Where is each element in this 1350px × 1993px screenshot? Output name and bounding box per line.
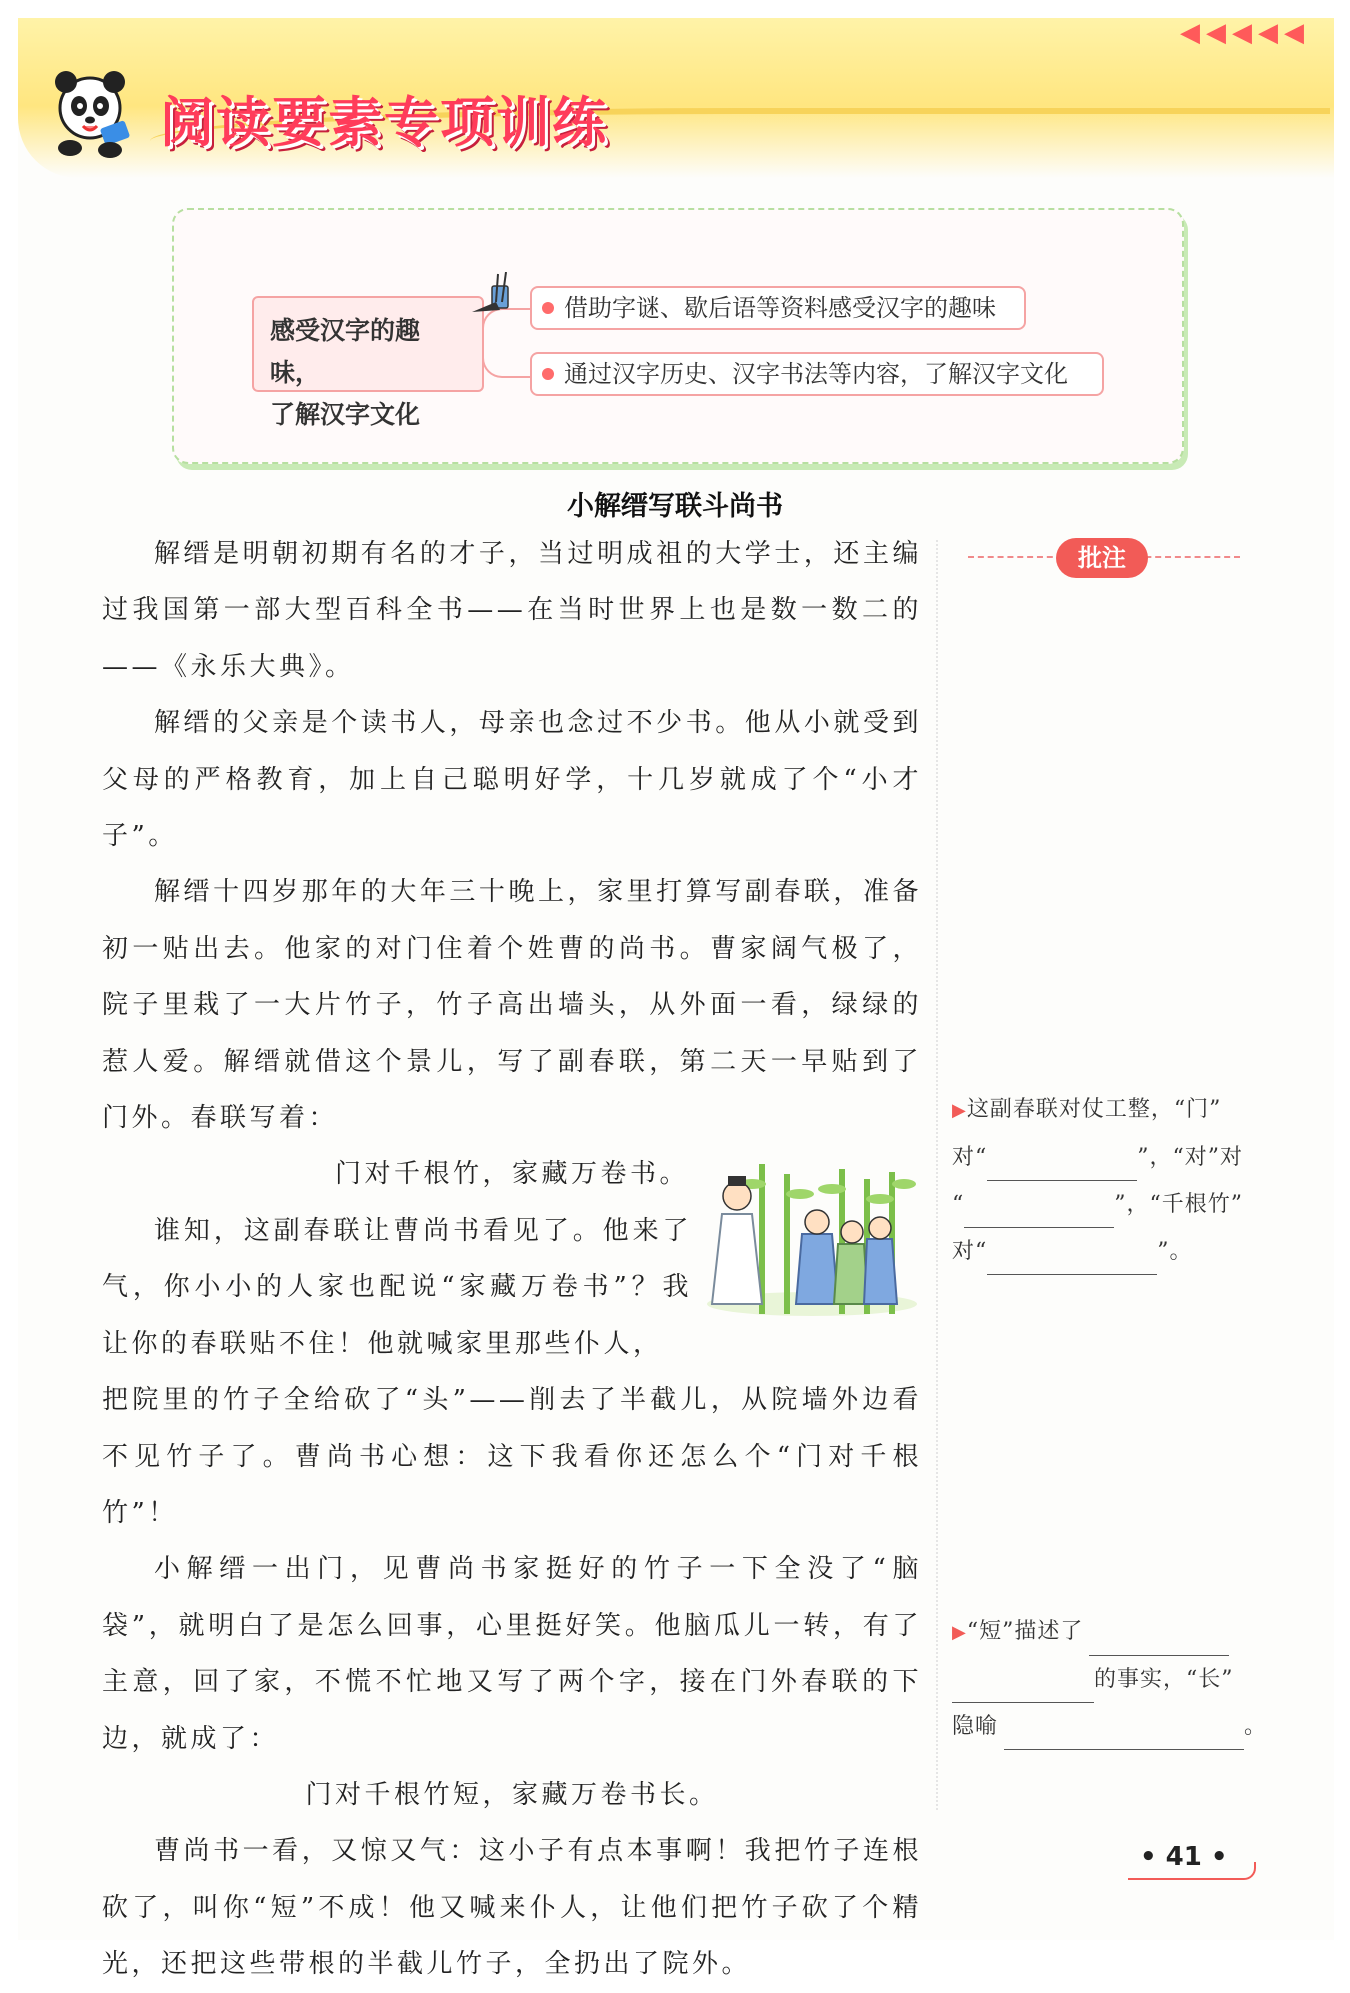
mind-map-root	[252, 296, 484, 429]
story-paragraph-7: 曹尚书一看，又惊又气：这小子有点本事啊！我把竹子连根砍了，叫你“短”不成！他又喊来仆人，让他们把竹子砍了个精光，还把这些带根的半截儿竹子，全扔出了院外。	[102, 1836, 922, 1980]
story-paragraph-5: 把院里的竹子全给砍了“头”——削去了半截儿，从院墙外边看不见竹子了。曹尚书心想：这下我看你还怎么个“门对千根竹”！	[102, 1385, 922, 1528]
story-paragraph-1: 解缙是明朝初期有名的才子，当过明成祖的大学士，还主编过我国第一部大型百科全书——在当时世界上也是数一数二的——《永乐大典》。	[102, 539, 922, 682]
mind-map-branch-2: 通过汉字历史、汉字书法等内容，了解汉字文化	[530, 352, 1104, 396]
note2-text-a: “短”描述了	[966, 1619, 1084, 1644]
note2-text-b: 的事实，“长”	[1094, 1667, 1234, 1692]
answer-blank-3[interactable]	[987, 1246, 1157, 1275]
note1-line1: 这副春联对仗工整，“门”	[966, 1097, 1222, 1122]
answer-blank-1[interactable]	[987, 1152, 1137, 1181]
note2-text-c: 隐喻	[952, 1714, 999, 1739]
annotation-divider	[936, 540, 938, 1810]
story-title: 小解缙写联斗尚书	[567, 491, 783, 522]
answer-blank-2[interactable]	[964, 1199, 1114, 1228]
mind-map-root-line-1: 感受汉字的趣味，	[270, 316, 421, 387]
answer-blank-6[interactable]	[1004, 1721, 1244, 1750]
story-paragraph-6: 小解缙一出门，见曹尚书家挺好的竹子一下全没了“脑袋”，就明白了是怎么回事，心里挺好笑。他脑瓜儿一转，有了主意，回了家，不慌不忙地又写了两个字，接在门外春联的下边，就成了：	[102, 1554, 922, 1754]
mind-map-branch-1: 借助字谜、歇后语等资料感受汉字的趣味	[530, 286, 1026, 330]
annotation-note-1	[952, 1086, 1270, 1275]
note1-text-d: “	[952, 1192, 965, 1217]
panda-mascot-icon	[40, 62, 140, 162]
answer-blank-5[interactable]	[952, 1674, 1094, 1703]
mind-map-root-line-2: 了解汉字文化	[270, 400, 421, 429]
page-title: 阅读要素专项训练	[160, 91, 608, 154]
note1-text-b: 对“	[952, 1145, 988, 1170]
note2-text-d: 。	[1244, 1714, 1268, 1739]
couplet-2: 门对千根竹短，家藏万卷书长。	[305, 1779, 719, 1810]
story-illustration	[692, 1154, 918, 1320]
header-arrows-icon: ◀◀◀◀◀	[1180, 18, 1310, 48]
story-paragraph-3: 解缙十四岁那年的大年三十晚上，家里打算写副春联，准备初一贴出去。他家的对门住着个姓曹的尚书。曹家阔气极了，院子里栽了一大片竹子，竹子高出墙头，从外面一看，绿绿的惹人爱。解缙就借这个景儿，写了副春联，第二天一早贴到了门外。春联写着：	[102, 877, 922, 1134]
couplet-1: 门对千根竹，家藏万卷书。	[334, 1159, 689, 1190]
annotation-note-2	[952, 1608, 1270, 1750]
note1-text-e: ”，“千根竹”	[1114, 1192, 1243, 1217]
note1-text-f: 对“	[952, 1239, 988, 1264]
annotation-badge: 批注	[1056, 538, 1148, 578]
brush-pen-icon	[470, 272, 518, 326]
story-paragraph-4: 谁知，这副春联让曹尚书看见了。他来了气，你小小的人家也配说“家藏万卷书”？我让你的春联贴不住！他就喊家里那些仆人，	[102, 1215, 692, 1359]
triangle-marker-icon: ▶	[952, 1100, 967, 1121]
note1-text-c: ”，“对”对	[1137, 1145, 1243, 1170]
triangle-marker-icon: ▶	[952, 1622, 967, 1643]
answer-blank-4[interactable]	[1089, 1627, 1229, 1656]
story-paragraph-2: 解缙的父亲是个读书人，母亲也念过不少书。他从小就受到父母的严格教育，加上自己聪明好学，十几岁就成了个“小才子”。	[102, 708, 922, 852]
page-number-decoration	[1128, 1862, 1256, 1880]
note1-text-g: ”。	[1157, 1239, 1193, 1264]
page-number: • 41 •	[1140, 1842, 1228, 1872]
